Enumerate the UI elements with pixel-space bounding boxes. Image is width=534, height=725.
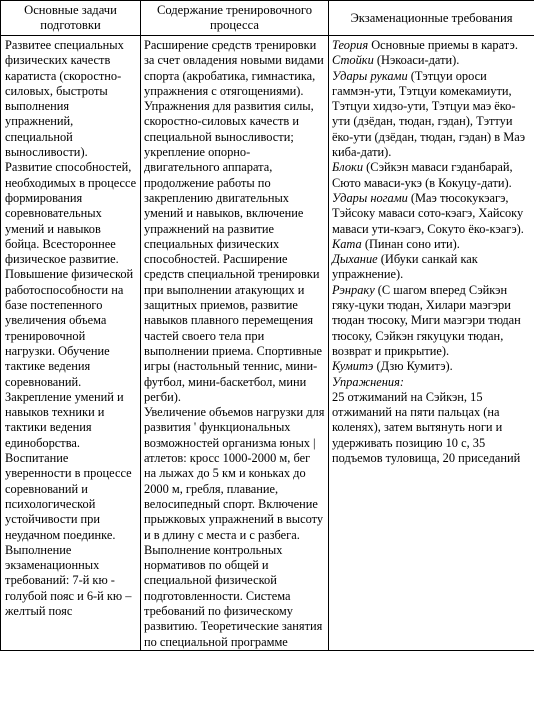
requirement-label: Удары ногами xyxy=(332,190,408,205)
requirement-label: Стойки xyxy=(332,53,374,68)
task-paragraph: Выполнение экзаменационных требований: 7-й кю - голубой пояс и 6-й кю – желтый пояс xyxy=(5,542,132,618)
requirement-text: (Нэкоаси-дати). xyxy=(373,53,460,68)
requirement-label: Ката xyxy=(332,236,362,251)
requirement-text: 25 отжиманий на Сэйкэн, 15 отжиманий на пяти пальцах (на коленях), затем вытянуть ноги и удерживать позицию 10 с, 35 подъемов туловища, 20 приседаний xyxy=(332,389,521,466)
requirement-label: Упражнения: xyxy=(332,374,404,389)
content-paragraph: Расширение средств тренировки за счет овладения новыми видами спорта (акробатика, гимнастика, упражнения с отягощениями). xyxy=(144,38,324,98)
requirement-label: Блоки xyxy=(332,160,364,175)
requirements-cell xyxy=(329,36,534,651)
requirement-item xyxy=(332,191,531,237)
body-row xyxy=(1,36,534,651)
content-paragraph: Увеличение объемов нагрузки для развития ' функциональных возможностей организма юных | атлетов: кросс 1000-2000 м, бег на лыжах до 5 км и коньках до 2000 м, гребля, плавание, велосипедный спорт. Включение прыжковых упражнений в высоту и в длину с места и с разбега. Выполнение контрольных нормативов по общей и специальной физической подготовленности. Система требований по физическому развитию. Теоретические занятия по специальной программе xyxy=(144,405,325,649)
requirement-label: Дыхание xyxy=(332,252,378,267)
requirement-text: (Тэтцуи ороси гаммэн-ути, Тэтцуи комекамиути, Тэтцуи хидзо-ути, Тэтцуи маэ ёко-ути (дзёдан, тюдан, гэдан), Тэттуи ёко-ути (дзёдан, тюдан, гэдан) в Маэ киба-дати). xyxy=(332,68,526,160)
header-requirements: Экзаменационные требования xyxy=(329,1,534,36)
requirement-item xyxy=(332,160,531,191)
tasks-cell xyxy=(1,36,141,651)
header-tasks: Основные задачи подготовки xyxy=(1,1,141,36)
requirement-text: (Ибуки санкай как упражнение). xyxy=(332,252,478,282)
requirement-item xyxy=(332,283,531,359)
task-paragraph: Повышение физической работоспособности на базе постепенного увеличения объема тренировочной нагрузки. Обучение тактике ведения соревнований. xyxy=(5,267,134,389)
requirement-text: (Дзю Кумитэ). xyxy=(373,359,453,374)
requirement-text: (С шагом вперед Сэйкэн гяку-цуки тюдан, Хилари маэгэри тюдан тюсоку, Миги маэгэри тюдан тюсоку, Сэйкэн гякуцуки тюдан, возврат и прикрытие). xyxy=(332,282,521,358)
content-cell xyxy=(141,36,329,651)
requirement-text: (Пинан соно ити). xyxy=(361,236,460,251)
requirement-label: Теория xyxy=(332,38,369,52)
requirement-text: (Сэйкэн маваси гэданбарай, Сюто маваси-укэ (в Кокуцу-дати). xyxy=(332,160,513,190)
requirement-item xyxy=(332,237,531,252)
requirement-item xyxy=(332,38,531,53)
task-paragraph: Воспитание уверенности в процессе соревнований и психологической устойчивости при неудачном поединке. xyxy=(5,451,132,542)
requirement-item xyxy=(332,69,531,161)
requirement-item xyxy=(332,53,531,68)
content-paragraph: Упражнения для развития силы, скоростно-силовых качеств и специальной выносливости; укрепление опорно-двигательного аппарата, продолжение работы по закреплению двигательных умений и навыков, включение упражнений на развитие специальных физических способностей. Расширение средств специальной тренировки при выполнении атакующих и защитных приемов, развитие навыков плавного перемещения частей своего тела при выполнении приема. Спортивные игры (настольный теннис, мини-футбол, мини-баскетбол, мини регби). xyxy=(144,99,323,404)
task-paragraph: Закрепление умений и навыков техники и тактики ведения единоборства. xyxy=(5,389,124,450)
task-paragraph: Развитее специальных физических качеств каратиста (скоростно-силовых, быстроты выполнения упражнений, специальной выносливости). xyxy=(5,38,124,160)
requirement-item xyxy=(332,359,531,374)
requirement-label: Рэнраку xyxy=(332,282,375,297)
requirement-text: (Маэ тюсокукэагэ, Тэйсоку маваси сото-кэагэ, Хайсоку маваси ути-кэагэ, Сокуто ёко-кэагэ). xyxy=(332,190,524,236)
requirement-item xyxy=(332,375,531,390)
requirement-text: Основные приемы в каратэ. xyxy=(368,38,518,52)
header-content: Содержание тренировочного процесса xyxy=(141,1,329,36)
requirement-item xyxy=(332,252,531,283)
requirement-item xyxy=(332,390,531,466)
header-row xyxy=(1,1,534,36)
task-paragraph: Развитие способностей, необходимых в процессе формирования соревновательных умений и навыков бойца. Всестороннее физическое развитие. xyxy=(5,160,137,267)
requirement-label: Удары руками xyxy=(332,68,408,83)
requirement-label: Кумитэ xyxy=(332,359,374,374)
